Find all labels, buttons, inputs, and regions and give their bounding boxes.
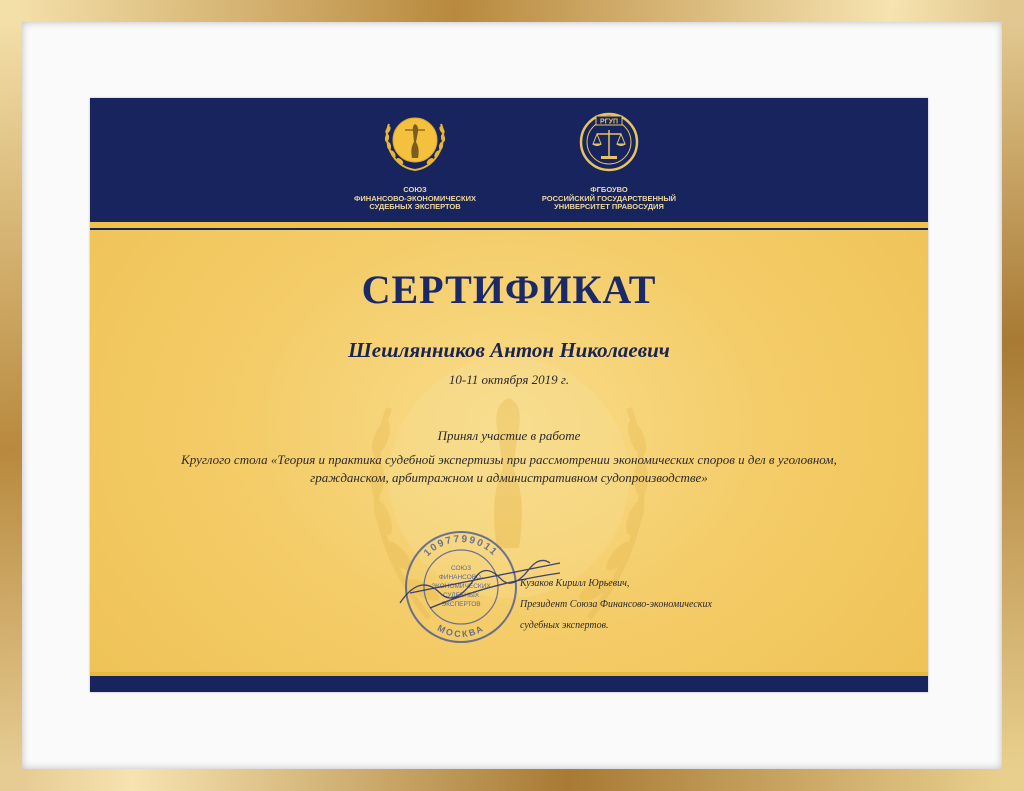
event-description	[120, 451, 898, 487]
certificate-title: СЕРТИФИКАТ	[361, 267, 657, 312]
signatory-position-line2: судебных экспертов.	[520, 620, 609, 631]
signatory-position-line1: Президент Союза Финансово-экономических	[520, 599, 712, 610]
left-org-line2: ФИНАНСОВО-ЭКОНОМИЧЕСКИХ	[354, 193, 476, 203]
left-org-line1: СОЮЗ	[403, 185, 427, 194]
stamp-ring-number: 1097799011	[422, 533, 500, 559]
stamp-center-line3: ЭКОНОМИЧЕСКИХ	[431, 583, 491, 590]
signatory-block	[520, 573, 760, 636]
header-band	[90, 98, 928, 222]
university-scales-emblem-icon	[569, 104, 649, 182]
stamp-center-line2: ФИНАНСОВО-	[438, 574, 484, 581]
right-org-logo-block	[524, 104, 694, 212]
stamp-city: МОСКВА	[435, 622, 487, 640]
certificate	[90, 98, 928, 692]
signatory-name: Кузаков Кирилл Юрьевич,	[520, 578, 630, 589]
left-org-line3: СУДЕБНЫХ ЭКСПЕРТОВ	[369, 202, 461, 211]
laurel-justice-emblem-icon	[375, 104, 455, 182]
footer-band	[90, 676, 928, 692]
svg-text:МОСКВА	[436, 623, 486, 639]
left-org-logo-block	[330, 104, 500, 212]
right-logo-text: РГУП	[599, 118, 619, 126]
event-date: 10-11 октября 2019 г.	[448, 372, 570, 387]
right-org-line2: РОССИЙСКИЙ ГОСУДАРСТВЕННЫЙ	[541, 193, 677, 203]
participation-text: Принял участие в работе	[437, 428, 581, 443]
stamp-center-line5: ЭКСПЕРТОВ	[441, 601, 481, 608]
header-stripe-line	[90, 228, 928, 230]
stamp-center-line1: СОЮЗ	[450, 565, 472, 572]
event-description-line1: Круглого стола «Теория и практика судебной экспертизы при рассмотрении экономических споров и дел в уголовном,	[181, 452, 837, 467]
right-org-line1: ФГБОУВО	[590, 185, 628, 194]
stamp-center-line4: СУДЕБНЫХ	[442, 592, 480, 599]
right-org-line3: УНИВЕРСИТЕТ ПРАВОСУДИЯ	[554, 202, 664, 211]
recipient-name: Шешлянников Антон Николаевич	[348, 338, 670, 362]
event-description-line2: гражданском, арбитражном и административном судопроизводстве»	[310, 470, 708, 485]
